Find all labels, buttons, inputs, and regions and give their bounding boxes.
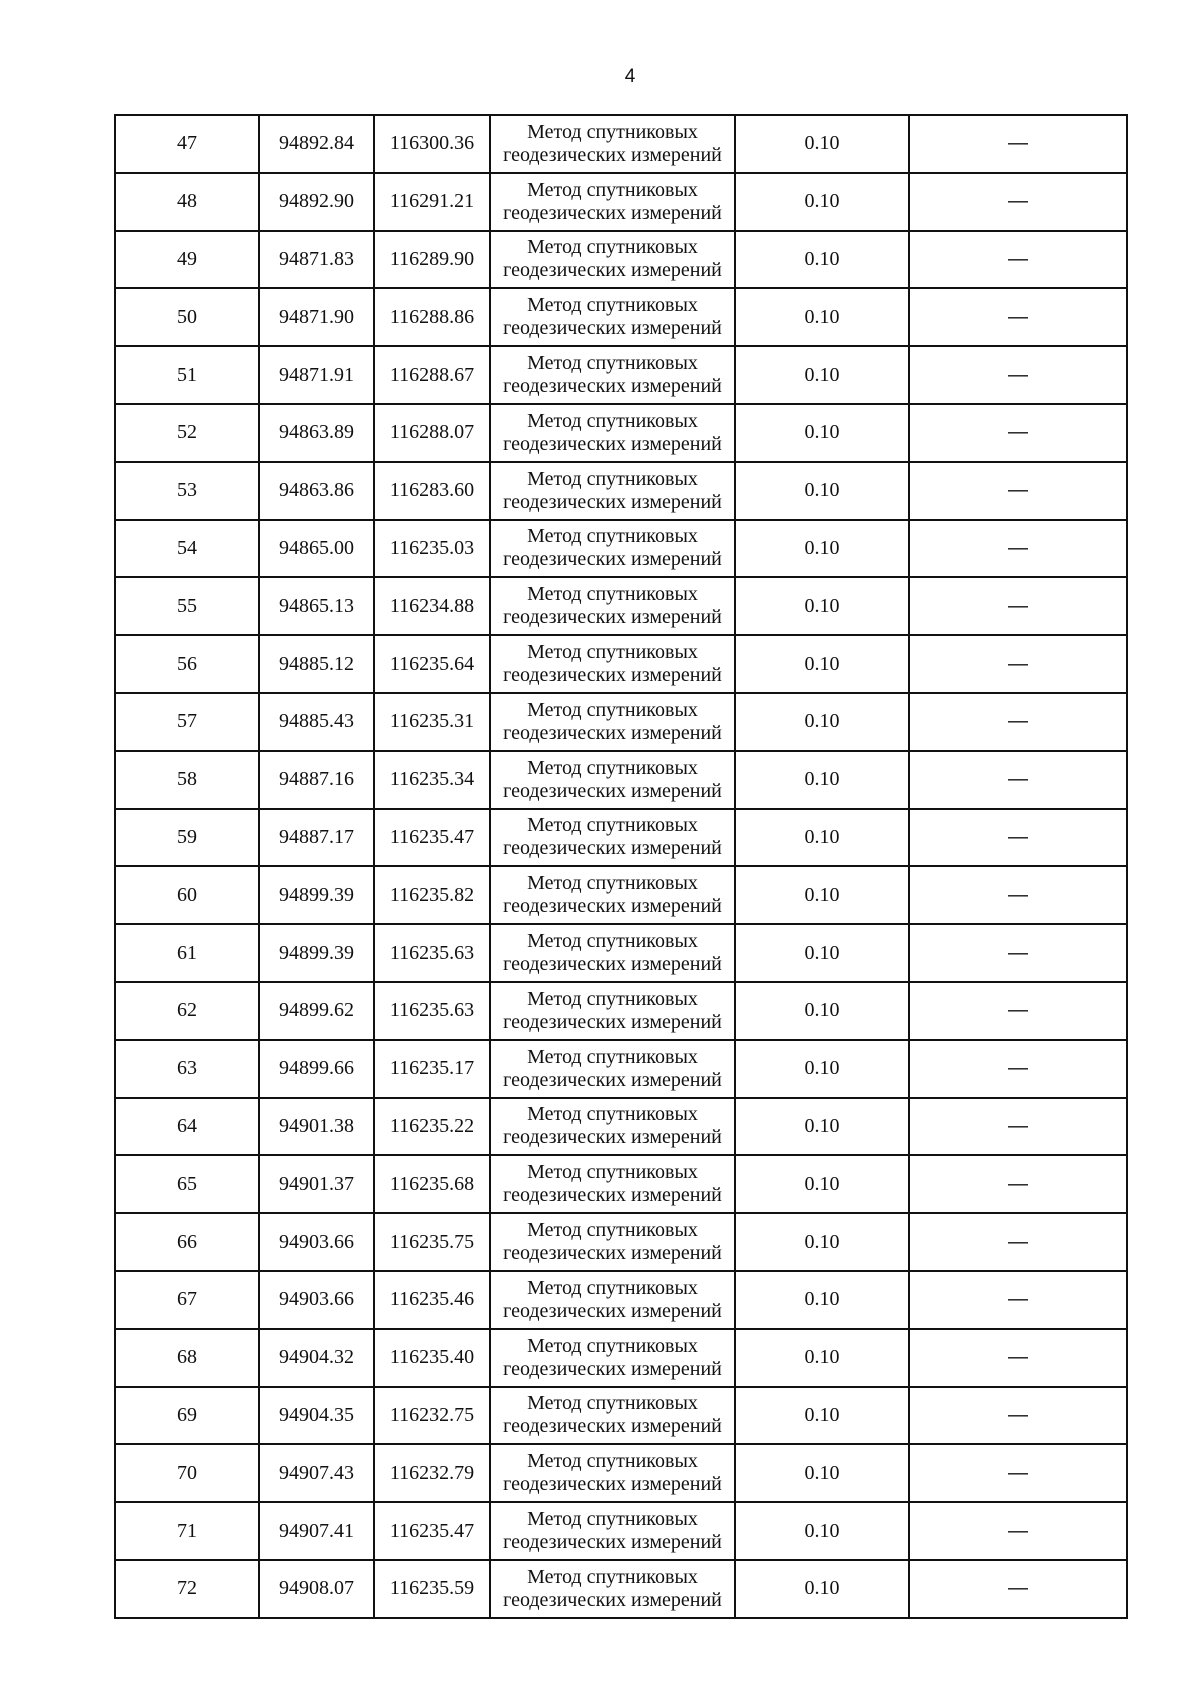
method-cell: Метод спутниковых геодезических измерений: [490, 1213, 735, 1271]
x-coordinate-cell: 94904.35: [259, 1387, 374, 1445]
table-row: [115, 1502, 1127, 1560]
empty-value-cell: —: [909, 1040, 1127, 1098]
y-coordinate-cell: 116235.63: [374, 982, 490, 1040]
accuracy-cell: 0.10: [735, 520, 909, 578]
table-row: [115, 1560, 1127, 1618]
point-number-cell: 65: [115, 1155, 259, 1213]
x-coordinate-cell: 94885.43: [259, 693, 374, 751]
y-coordinate-cell: 116234.88: [374, 577, 490, 635]
accuracy-cell: 0.10: [735, 346, 909, 404]
x-coordinate-cell: 94871.83: [259, 231, 374, 289]
empty-value-cell: —: [909, 1502, 1127, 1560]
empty-value-cell: —: [909, 809, 1127, 867]
y-coordinate-cell: 116235.40: [374, 1329, 490, 1387]
point-number-cell: 55: [115, 577, 259, 635]
point-number-cell: 51: [115, 346, 259, 404]
empty-value-cell: —: [909, 1387, 1127, 1445]
coordinates-table-body: [115, 115, 1127, 1618]
x-coordinate-cell: 94907.43: [259, 1444, 374, 1502]
table-row: [115, 173, 1127, 231]
empty-value-cell: —: [909, 982, 1127, 1040]
table-row: [115, 809, 1127, 867]
y-coordinate-cell: 116235.46: [374, 1271, 490, 1329]
accuracy-cell: 0.10: [735, 404, 909, 462]
table-row: [115, 1155, 1127, 1213]
table-row: [115, 346, 1127, 404]
empty-value-cell: —: [909, 231, 1127, 289]
table-row: [115, 635, 1127, 693]
empty-value-cell: —: [909, 1213, 1127, 1271]
x-coordinate-cell: 94892.84: [259, 115, 374, 173]
method-cell: Метод спутниковых геодезических измерений: [490, 1444, 735, 1502]
table-row: [115, 751, 1127, 809]
x-coordinate-cell: 94903.66: [259, 1271, 374, 1329]
table-row: [115, 404, 1127, 462]
table-row: [115, 1213, 1127, 1271]
empty-value-cell: —: [909, 577, 1127, 635]
empty-value-cell: —: [909, 866, 1127, 924]
method-cell: Метод спутниковых геодезических измерений: [490, 982, 735, 1040]
accuracy-cell: 0.10: [735, 1560, 909, 1618]
accuracy-cell: 0.10: [735, 693, 909, 751]
table-row: [115, 462, 1127, 520]
accuracy-cell: 0.10: [735, 1155, 909, 1213]
table-row: [115, 693, 1127, 751]
y-coordinate-cell: 116232.79: [374, 1444, 490, 1502]
point-number-cell: 66: [115, 1213, 259, 1271]
x-coordinate-cell: 94903.66: [259, 1213, 374, 1271]
accuracy-cell: 0.10: [735, 866, 909, 924]
y-coordinate-cell: 116235.75: [374, 1213, 490, 1271]
x-coordinate-cell: 94871.91: [259, 346, 374, 404]
y-coordinate-cell: 116235.59: [374, 1560, 490, 1618]
method-cell: Метод спутниковых геодезических измерений: [490, 693, 735, 751]
table-row: [115, 577, 1127, 635]
empty-value-cell: —: [909, 1271, 1127, 1329]
x-coordinate-cell: 94908.07: [259, 1560, 374, 1618]
x-coordinate-cell: 94865.13: [259, 577, 374, 635]
y-coordinate-cell: 116288.07: [374, 404, 490, 462]
point-number-cell: 61: [115, 924, 259, 982]
method-cell: Метод спутниковых геодезических измерений: [490, 1155, 735, 1213]
point-number-cell: 63: [115, 1040, 259, 1098]
table-row: [115, 1271, 1127, 1329]
method-cell: Метод спутниковых геодезических измерений: [490, 866, 735, 924]
empty-value-cell: —: [909, 346, 1127, 404]
y-coordinate-cell: 116291.21: [374, 173, 490, 231]
point-number-cell: 57: [115, 693, 259, 751]
method-cell: Метод спутниковых геодезических измерений: [490, 809, 735, 867]
y-coordinate-cell: 116288.86: [374, 288, 490, 346]
method-cell: Метод спутниковых геодезических измерений: [490, 173, 735, 231]
point-number-cell: 47: [115, 115, 259, 173]
y-coordinate-cell: 116232.75: [374, 1387, 490, 1445]
point-number-cell: 68: [115, 1329, 259, 1387]
empty-value-cell: —: [909, 462, 1127, 520]
x-coordinate-cell: 94899.66: [259, 1040, 374, 1098]
table-row: [115, 115, 1127, 173]
empty-value-cell: —: [909, 635, 1127, 693]
method-cell: Метод спутниковых геодезических измерений: [490, 115, 735, 173]
point-number-cell: 58: [115, 751, 259, 809]
point-number-cell: 71: [115, 1502, 259, 1560]
x-coordinate-cell: 94899.39: [259, 924, 374, 982]
x-coordinate-cell: 94899.62: [259, 982, 374, 1040]
accuracy-cell: 0.10: [735, 982, 909, 1040]
empty-value-cell: —: [909, 751, 1127, 809]
y-coordinate-cell: 116288.67: [374, 346, 490, 404]
empty-value-cell: —: [909, 1098, 1127, 1156]
table-row: [115, 288, 1127, 346]
y-coordinate-cell: 116235.03: [374, 520, 490, 578]
table-row: [115, 1387, 1127, 1445]
point-number-cell: 50: [115, 288, 259, 346]
table-row: [115, 520, 1127, 578]
method-cell: Метод спутниковых геодезических измерений: [490, 1502, 735, 1560]
point-number-cell: 48: [115, 173, 259, 231]
accuracy-cell: 0.10: [735, 635, 909, 693]
accuracy-cell: 0.10: [735, 1387, 909, 1445]
point-number-cell: 67: [115, 1271, 259, 1329]
y-coordinate-cell: 116235.82: [374, 866, 490, 924]
method-cell: Метод спутниковых геодезических измерений: [490, 1040, 735, 1098]
method-cell: Метод спутниковых геодезических измерений: [490, 1271, 735, 1329]
accuracy-cell: 0.10: [735, 1271, 909, 1329]
empty-value-cell: —: [909, 693, 1127, 751]
y-coordinate-cell: 116235.63: [374, 924, 490, 982]
method-cell: Метод спутниковых геодезических измерений: [490, 1560, 735, 1618]
table-row: [115, 866, 1127, 924]
method-cell: Метод спутниковых геодезических измерений: [490, 577, 735, 635]
y-coordinate-cell: 116235.64: [374, 635, 490, 693]
empty-value-cell: —: [909, 288, 1127, 346]
accuracy-cell: 0.10: [735, 1502, 909, 1560]
x-coordinate-cell: 94887.17: [259, 809, 374, 867]
y-coordinate-cell: 116235.68: [374, 1155, 490, 1213]
accuracy-cell: 0.10: [735, 173, 909, 231]
y-coordinate-cell: 116235.17: [374, 1040, 490, 1098]
point-number-cell: 54: [115, 520, 259, 578]
method-cell: Метод спутниковых геодезических измерений: [490, 1387, 735, 1445]
method-cell: Метод спутниковых геодезических измерений: [490, 1098, 735, 1156]
accuracy-cell: 0.10: [735, 1329, 909, 1387]
point-number-cell: 53: [115, 462, 259, 520]
x-coordinate-cell: 94907.41: [259, 1502, 374, 1560]
point-number-cell: 64: [115, 1098, 259, 1156]
point-number-cell: 49: [115, 231, 259, 289]
table-row: [115, 924, 1127, 982]
point-number-cell: 70: [115, 1444, 259, 1502]
method-cell: Метод спутниковых геодезических измерений: [490, 404, 735, 462]
accuracy-cell: 0.10: [735, 577, 909, 635]
point-number-cell: 56: [115, 635, 259, 693]
accuracy-cell: 0.10: [735, 462, 909, 520]
x-coordinate-cell: 94901.37: [259, 1155, 374, 1213]
accuracy-cell: 0.10: [735, 288, 909, 346]
accuracy-cell: 0.10: [735, 924, 909, 982]
y-coordinate-cell: 116235.34: [374, 751, 490, 809]
point-number-cell: 60: [115, 866, 259, 924]
method-cell: Метод спутниковых геодезических измерений: [490, 1329, 735, 1387]
empty-value-cell: —: [909, 1560, 1127, 1618]
x-coordinate-cell: 94901.38: [259, 1098, 374, 1156]
point-number-cell: 62: [115, 982, 259, 1040]
empty-value-cell: —: [909, 173, 1127, 231]
method-cell: Метод спутниковых геодезических измерений: [490, 346, 735, 404]
empty-value-cell: —: [909, 115, 1127, 173]
accuracy-cell: 0.10: [735, 1098, 909, 1156]
method-cell: Метод спутниковых геодезических измерений: [490, 520, 735, 578]
method-cell: Метод спутниковых геодезических измерений: [490, 288, 735, 346]
accuracy-cell: 0.10: [735, 1444, 909, 1502]
y-coordinate-cell: 116283.60: [374, 462, 490, 520]
coordinates-table: [114, 114, 1128, 1619]
accuracy-cell: 0.10: [735, 231, 909, 289]
accuracy-cell: 0.10: [735, 809, 909, 867]
x-coordinate-cell: 94863.89: [259, 404, 374, 462]
point-number-cell: 69: [115, 1387, 259, 1445]
method-cell: Метод спутниковых геодезических измерений: [490, 635, 735, 693]
method-cell: Метод спутниковых геодезических измерений: [490, 751, 735, 809]
table-row: [115, 1329, 1127, 1387]
empty-value-cell: —: [909, 404, 1127, 462]
empty-value-cell: —: [909, 520, 1127, 578]
empty-value-cell: —: [909, 1329, 1127, 1387]
y-coordinate-cell: 116235.22: [374, 1098, 490, 1156]
point-number-cell: 52: [115, 404, 259, 462]
y-coordinate-cell: 116289.90: [374, 231, 490, 289]
x-coordinate-cell: 94887.16: [259, 751, 374, 809]
table-row: [115, 1040, 1127, 1098]
y-coordinate-cell: 116235.47: [374, 809, 490, 867]
method-cell: Метод спутниковых геодезических измерений: [490, 231, 735, 289]
page-number: 4: [624, 66, 636, 87]
x-coordinate-cell: 94863.86: [259, 462, 374, 520]
x-coordinate-cell: 94892.90: [259, 173, 374, 231]
method-cell: Метод спутниковых геодезических измерений: [490, 924, 735, 982]
y-coordinate-cell: 116235.31: [374, 693, 490, 751]
table-row: [115, 1098, 1127, 1156]
x-coordinate-cell: 94871.90: [259, 288, 374, 346]
table-row: [115, 1444, 1127, 1502]
accuracy-cell: 0.10: [735, 751, 909, 809]
x-coordinate-cell: 94865.00: [259, 520, 374, 578]
point-number-cell: 59: [115, 809, 259, 867]
accuracy-cell: 0.10: [735, 1040, 909, 1098]
y-coordinate-cell: 116235.47: [374, 1502, 490, 1560]
empty-value-cell: —: [909, 1155, 1127, 1213]
empty-value-cell: —: [909, 924, 1127, 982]
x-coordinate-cell: 94904.32: [259, 1329, 374, 1387]
table-row: [115, 231, 1127, 289]
accuracy-cell: 0.10: [735, 1213, 909, 1271]
empty-value-cell: —: [909, 1444, 1127, 1502]
table-row: [115, 982, 1127, 1040]
x-coordinate-cell: 94885.12: [259, 635, 374, 693]
accuracy-cell: 0.10: [735, 115, 909, 173]
y-coordinate-cell: 116300.36: [374, 115, 490, 173]
method-cell: Метод спутниковых геодезических измерений: [490, 462, 735, 520]
point-number-cell: 72: [115, 1560, 259, 1618]
x-coordinate-cell: 94899.39: [259, 866, 374, 924]
